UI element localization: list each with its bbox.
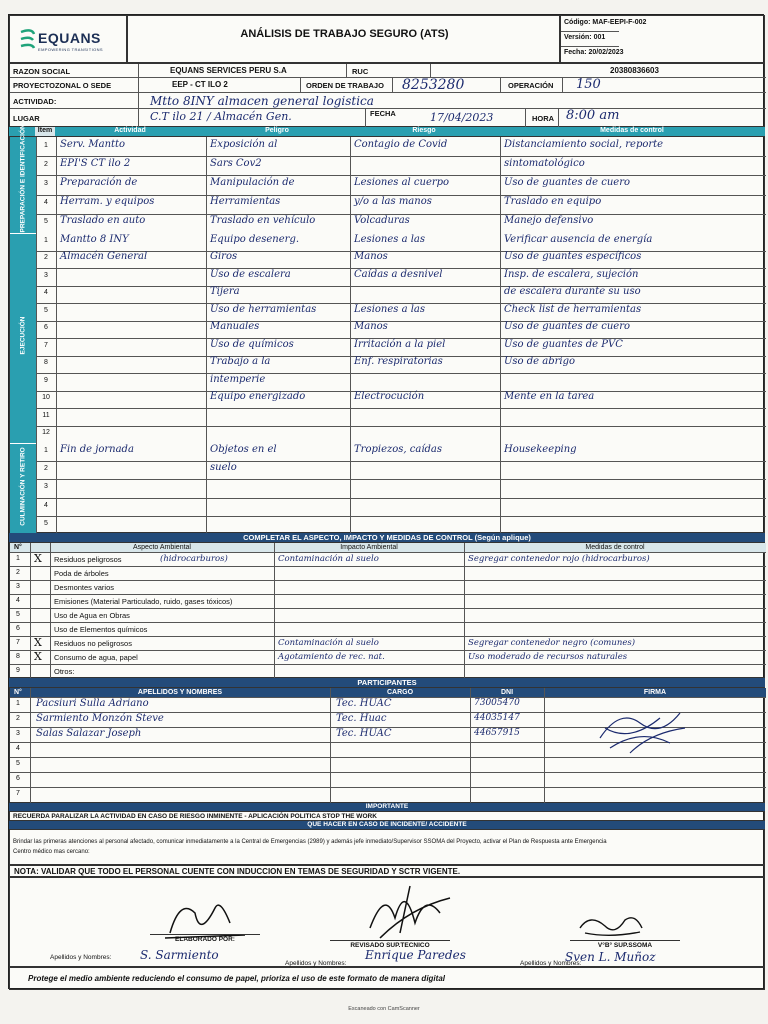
- cell-actividad: EPI'S CT ilo 2: [60, 157, 131, 169]
- row-divider: [36, 286, 766, 287]
- ambiental-row: [10, 566, 766, 580]
- row-number: 2: [44, 465, 48, 473]
- cell-medidas: Uso de guantes de cuero: [504, 176, 631, 188]
- row-number: 6: [16, 625, 20, 632]
- amb-col-num: N°: [14, 544, 22, 551]
- cell-medidas: Verificar ausencia de energía: [504, 233, 653, 245]
- ambiental-table: [9, 542, 765, 678]
- ats-form-sheet: [8, 14, 764, 989]
- participant-dni: 44035147: [474, 713, 520, 723]
- cell-peligro: Traslado en vehículo: [210, 215, 316, 227]
- ambiental-bar: COMPLETAR EL ASPECTO, IMPACTO Y MEDIDAS DE CONTROL (Según aplique): [9, 533, 765, 542]
- cell-actividad: Preparación de: [60, 176, 138, 188]
- table-row: [10, 461, 766, 479]
- cell-peligro: suelo: [210, 462, 237, 474]
- cell-peligro: Exposición al: [210, 138, 278, 150]
- cell-peligro: Uso de herramientas: [210, 303, 317, 315]
- row-number: 4: [44, 501, 48, 509]
- row-number: 3: [44, 179, 48, 187]
- participant-name: Sarmiento Monzón Steve: [36, 713, 164, 724]
- table-row: [10, 391, 766, 409]
- row-number: 2: [16, 715, 20, 722]
- cell-peligro: Manipulación de: [210, 176, 295, 188]
- table-row: [10, 516, 766, 534]
- aspecto-label: Uso de Elementos químicos: [54, 625, 148, 634]
- cell-peligro: Equipo desenerg.: [210, 233, 300, 245]
- table-row: [10, 214, 766, 233]
- check-mark: X: [34, 552, 42, 565]
- row-number: 1: [16, 555, 20, 562]
- row-divider: [36, 479, 766, 480]
- cell-medidas: Uso de abrigo: [504, 356, 576, 368]
- hora-label: HORA: [532, 114, 555, 123]
- row-number: 3: [44, 271, 48, 279]
- cell-medidas: Mente en la tarea: [504, 391, 595, 403]
- participant-cargo: Tec. HUAC: [336, 728, 392, 739]
- ambiental-row: [10, 594, 766, 608]
- cell-medidas: Housekeeping: [504, 444, 577, 456]
- col-actividad: Actividad: [55, 127, 205, 136]
- row-number: 4: [44, 289, 48, 297]
- table-row: [10, 233, 766, 251]
- row-number: 1: [44, 141, 48, 149]
- ambiental-row: [10, 650, 766, 664]
- actividad-label: ACTIVIDAD:: [13, 97, 57, 106]
- check-mark: X: [34, 636, 42, 649]
- revisado-label: REVISADO SUP.TECNICO: [350, 942, 430, 949]
- row-divider: [10, 787, 766, 788]
- row-number: 5: [44, 218, 48, 226]
- elaborado-name: S. Sarmiento: [140, 948, 219, 962]
- elaborado-label: ELABORADO POR:: [175, 936, 235, 943]
- table-row: [10, 479, 766, 497]
- vb-signature-mark: [570, 908, 650, 943]
- revisado-apellidos-label: Apellidos y Nombres:: [285, 960, 347, 967]
- cell-medidas: Uso de guantes de PVC: [504, 338, 623, 350]
- table-row: [10, 443, 766, 461]
- cell-riesgo: Contagio de Covid: [354, 138, 448, 150]
- info-block: [9, 63, 765, 127]
- importante-bar: IMPORTANTE: [9, 803, 765, 811]
- row-divider: [36, 461, 766, 462]
- row-divider: [10, 566, 766, 567]
- cell-peligro: Manuales: [210, 321, 260, 333]
- logo-box: [9, 15, 127, 63]
- medidas-value: Uso moderado de recursos naturales: [468, 652, 628, 662]
- cell-riesgo: Lesiones a las: [354, 233, 426, 245]
- impacto-value: Contaminación al suelo: [278, 554, 379, 564]
- row-number: 2: [44, 254, 48, 262]
- row-number: 3: [16, 730, 20, 737]
- row-divider: [36, 156, 766, 157]
- amb-col-aspecto: Aspecto Ambiental: [133, 544, 191, 551]
- cell-medidas: Check list de herramientas: [504, 303, 642, 315]
- page-title: ANÁLISIS DE TRABAJO SEGURO (ATS): [240, 28, 449, 40]
- cell-peligro: Uso de escalera: [210, 268, 291, 280]
- table-row: [10, 268, 766, 286]
- aspecto-label: Consumo de agua, papel: [54, 653, 138, 662]
- cell-actividad: Herram. y equipos: [60, 196, 155, 208]
- row-number: 4: [16, 745, 20, 752]
- cell-actividad: Serv. Mantto: [60, 138, 126, 150]
- operacion-label: OPERACIÓN: [508, 81, 554, 90]
- section-culminacion: CULMINACIÓN Y RETIRO: [19, 447, 27, 526]
- firmas-box: [9, 877, 765, 967]
- ambiental-row: [10, 636, 766, 650]
- aspecto-extra: (hidrocarburos): [160, 554, 228, 564]
- row-number: 3: [44, 483, 48, 491]
- orden-label: ORDEN DE TRABAJO: [306, 81, 384, 90]
- equans-logo-icon: [18, 28, 36, 50]
- row-number: 5: [44, 306, 48, 314]
- table-row: [10, 175, 766, 194]
- row-number: 5: [16, 611, 20, 618]
- proyecto-value: EEP - CT ILO 2: [172, 80, 228, 89]
- amb-col-medidas: Medidas de control: [585, 544, 645, 551]
- row-divider: [36, 321, 766, 322]
- row-number: 5: [16, 760, 20, 767]
- ambiental-row: [10, 552, 766, 566]
- cell-peligro: Uso de químicos: [210, 338, 294, 350]
- lugar-value: C.T ilo 21 / Almacén Gen.: [150, 110, 292, 123]
- doc-code: Código: MAF-EEPI-F-002: [564, 19, 647, 26]
- logo-tagline: EMPOWERING TRANSITIONS: [38, 47, 103, 52]
- cell-medidas: Uso de guantes específicos: [504, 251, 642, 263]
- aspecto-label: Desmontes varios: [54, 583, 115, 592]
- cell-peligro: Sars Cov2: [210, 157, 262, 169]
- cell-medidas: Traslado en equipo: [504, 196, 602, 208]
- row-number: 6: [16, 775, 20, 782]
- logo-text: EQUANS: [38, 30, 101, 46]
- cell-medidas: Insp. de escalera, sujeción: [504, 268, 639, 280]
- revisado-name: Enrique Paredes: [365, 948, 466, 962]
- row-divider: [36, 516, 766, 517]
- row-number: 9: [16, 667, 20, 674]
- cell-riesgo: Manos: [354, 321, 388, 333]
- row-number: 3: [16, 583, 20, 590]
- vb-name: Sven L. Muñoz: [565, 950, 656, 964]
- impacto-value: Agotamiento de rec. nat.: [278, 652, 385, 662]
- cell-riesgo: Irritación a la piel: [354, 338, 446, 350]
- razon-social-value: EQUANS SERVICES PERU S.A: [170, 66, 287, 75]
- impacto-value: Contaminación al suelo: [278, 638, 379, 648]
- ambiental-row: [10, 664, 766, 678]
- aspecto-label: Residuos peligrosos: [54, 555, 122, 564]
- section-preparacion: PREPARACIÓN E IDENTIFICACIÓN: [19, 124, 27, 233]
- participant-name: Salas Salazar Joseph: [36, 728, 142, 739]
- row-divider: [10, 772, 766, 773]
- table-row: [10, 137, 766, 156]
- table-header-row: [9, 127, 765, 136]
- part-col-num: N°: [14, 689, 22, 696]
- cell-riesgo: Tropiezos, caídas: [354, 444, 443, 456]
- actividad-value: Mtto 8INY almacen general logistica: [150, 94, 374, 108]
- nota-box: [9, 865, 765, 877]
- razon-social-label: RAZON SOCIAL: [13, 67, 71, 76]
- cell-peligro: Herramientas: [210, 196, 281, 208]
- row-number: 1: [44, 236, 48, 244]
- fecha-value: 17/04/2023: [430, 111, 494, 124]
- table-row: [10, 321, 766, 339]
- participantes-table: [9, 687, 765, 803]
- row-number: 9: [44, 376, 48, 384]
- cell-riesgo: Caídas a desnivel: [354, 268, 443, 280]
- aspecto-label: Poda de árboles: [54, 569, 109, 578]
- row-number: 1: [44, 447, 48, 455]
- row-divider: [36, 498, 766, 499]
- aspecto-label: Uso de Agua en Obras: [54, 611, 130, 620]
- incidente-box: [9, 829, 765, 865]
- participant-signature-mark: [590, 698, 700, 758]
- participant-row: [10, 772, 766, 787]
- participant-cargo: Tec. HUAC: [336, 698, 392, 709]
- cell-riesgo: Lesiones a las: [354, 303, 426, 315]
- ruc-value: 20380836603: [610, 66, 659, 75]
- cell-actividad: Mantto 8 INY: [60, 233, 129, 245]
- row-number: 2: [44, 160, 48, 168]
- check-mark: X: [34, 650, 42, 663]
- row-number: 6: [44, 324, 48, 332]
- row-number: 1: [16, 700, 20, 707]
- table-row: [10, 251, 766, 269]
- row-number: 12: [42, 429, 50, 437]
- ambiental-row: [10, 608, 766, 622]
- row-divider: [10, 608, 766, 609]
- cell-medidas: sintomatológico: [504, 157, 585, 169]
- table-row: [10, 373, 766, 391]
- incidente-text: Brindar las primeras atenciones al personal afectado, comunicar inmediatamente a la Central de Emergencias (2989) y además jefe inmediato/Supervisor SSOMA del Proyecto, activar el Plan de Respuesta ante Emergencia: [13, 839, 607, 845]
- row-number: 7: [44, 341, 48, 349]
- section-ejecucion: EJECUCIÓN: [19, 316, 27, 355]
- part-col-firma: FIRMA: [643, 689, 667, 696]
- row-divider: [10, 594, 766, 595]
- cell-riesgo: Lesiones al cuerpo: [354, 176, 450, 188]
- participant-row: [10, 787, 766, 802]
- elaborado-apellidos-label: Apellidos y Nombres:: [50, 954, 112, 961]
- cell-riesgo: Enf. respiratorias: [354, 356, 443, 368]
- table-row: [10, 286, 766, 304]
- part-col-nombres: APELLIDOS Y NOMBRES: [137, 689, 223, 696]
- incidente-bar: QUE HACER EN CASO DE INCIDENTE/ ACCIDENTE: [9, 821, 765, 829]
- lugar-label: LUGAR: [13, 114, 40, 123]
- row-number: 7: [16, 790, 20, 797]
- cell-peligro: Trabajo a la: [210, 356, 271, 368]
- row-divider: [10, 622, 766, 623]
- row-number: 10: [42, 394, 50, 402]
- cell-peligro: Tijera: [210, 286, 240, 298]
- ambiental-row: [10, 580, 766, 594]
- importante-box: [9, 811, 765, 821]
- aspecto-label: Otros:: [54, 667, 75, 676]
- ambiental-row: [10, 622, 766, 636]
- proyecto-label: PROYECTOZONAL O SEDE: [13, 81, 112, 90]
- row-number: 7: [16, 639, 20, 646]
- row-divider: [36, 426, 766, 427]
- vb-label: V°B° SUP.SSOMA: [597, 942, 653, 949]
- row-divider: [36, 408, 766, 409]
- doc-date: Fecha: 20/02/2023: [564, 49, 624, 56]
- cell-riesgo: Electrocución: [354, 391, 425, 403]
- fecha-label: FECHA: [370, 109, 396, 118]
- table-row: [10, 303, 766, 321]
- doc-version: Versión: 001: [564, 34, 606, 41]
- row-number: 5: [44, 519, 48, 527]
- participant-dni: 73005470: [474, 698, 520, 708]
- revisado-signature-mark: [350, 878, 470, 948]
- medidas-value: Segregar contenedor rojo (hidrocarburos): [468, 554, 650, 564]
- row-number: 8: [16, 653, 20, 660]
- nota-text: NOTA: VALIDAR QUE TODO EL PERSONAL CUENTE CON INDUCCION EN TEMAS DE SEGURIDAD Y SCTR VIGENTE.: [14, 867, 461, 876]
- cell-peligro: Objetos en el: [210, 444, 277, 456]
- row-number: 8: [44, 359, 48, 367]
- table-row: [10, 338, 766, 356]
- vb-apellidos-label: Apellidos y Nombres:: [520, 960, 582, 967]
- cell-peligro: Equipo energizado: [210, 391, 306, 403]
- row-divider: [36, 373, 766, 374]
- cell-riesgo: y/o a las manos: [354, 196, 432, 208]
- ruc-label: RUC: [352, 67, 369, 76]
- row-divider: [10, 664, 766, 665]
- row-number: 4: [16, 597, 20, 604]
- col-medidas: Medidas de control: [499, 127, 765, 136]
- operacion-value: 150: [576, 77, 601, 92]
- row-divider: [10, 636, 766, 637]
- participant-cargo: Tec. Huac: [336, 713, 387, 724]
- footer-text: Protege el medio ambiente reduciendo el consumo de papel, prioriza el uso de este formato de manera digital: [28, 974, 445, 983]
- aspecto-label: Emisiones (Material Particulado, ruido, gases tóxicos): [54, 597, 233, 606]
- footer-box: [9, 967, 765, 990]
- title-box: [127, 15, 560, 63]
- cell-medidas: de escalera durante su uso: [504, 286, 641, 298]
- row-number: 2: [16, 569, 20, 576]
- cell-riesgo: Manos: [354, 251, 388, 263]
- row-number: 4: [44, 199, 48, 207]
- hora-value: 8:00 am: [566, 108, 620, 123]
- table-row: [10, 426, 766, 444]
- part-col-cargo: CARGO: [386, 689, 414, 696]
- participant-dni: 44657915: [474, 728, 520, 738]
- row-divider: [10, 580, 766, 581]
- cell-actividad: Fin de jornada: [60, 444, 134, 456]
- centro-medico-label: Centro médico mas cercano:: [13, 849, 90, 855]
- orden-value: 8253280: [402, 77, 465, 93]
- row-number: 11: [42, 411, 50, 419]
- col-item: Item: [35, 127, 55, 136]
- scanner-watermark: Escaneado con CamScanner: [348, 1006, 420, 1012]
- table-row: [10, 408, 766, 426]
- cell-peligro: Giros: [210, 251, 238, 263]
- participantes-bar: PARTICIPANTES: [9, 678, 765, 687]
- table-row: [10, 195, 766, 214]
- cell-actividad: Almacén General: [60, 251, 148, 263]
- medidas-value: Segregar contenedor negro (comunes): [468, 638, 636, 648]
- amb-col-impacto: Impacto Ambiental: [340, 544, 398, 551]
- part-col-dni: DNI: [500, 689, 514, 696]
- col-peligro: Peligro: [205, 127, 349, 136]
- doc-meta-box: [560, 15, 765, 63]
- col-riesgo: Riesgo: [349, 127, 499, 136]
- aspecto-label: Residuos no peligrosos: [54, 639, 132, 648]
- row-divider: [10, 552, 766, 553]
- cell-riesgo: Volcaduras: [354, 215, 410, 227]
- participant-row: [10, 757, 766, 772]
- importante-text: RECUERDA PARALIZAR LA ACTIVIDAD EN CASO DE RIESGO INMINENTE - APLICACIÓN POLITICA STOP THE WORK: [13, 813, 377, 820]
- cell-medidas: Distanciamiento social, reporte: [504, 138, 664, 150]
- table-row: [10, 498, 766, 516]
- cell-medidas: Uso de guantes de cuero: [504, 321, 631, 333]
- cell-peligro: intemperie: [210, 373, 266, 385]
- cell-medidas: Manejo defensivo: [504, 215, 594, 227]
- cell-actividad: Traslado en auto: [60, 215, 146, 227]
- table-row: [10, 356, 766, 374]
- participant-name: Pacsiuri Sulla Adriano: [36, 698, 149, 709]
- row-divider: [10, 650, 766, 651]
- table-row: [10, 156, 766, 175]
